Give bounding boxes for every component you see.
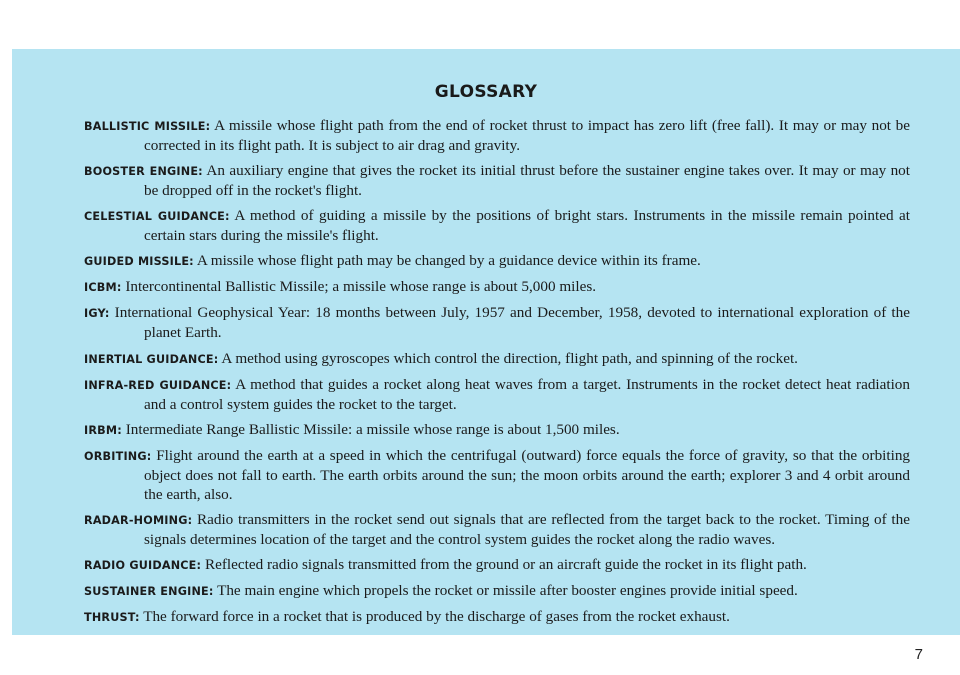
glossary-entry <box>84 116 910 155</box>
glossary-entry <box>84 555 910 575</box>
glossary-definition: A method of guiding a missile by the positions of bright stars. Instruments in the missile remain pointed at certain stars during the missile's flight. <box>144 207 910 245</box>
glossary-definition: Intermediate Range Ballistic Missile: a missile whose range is about 1,500 miles. <box>125 420 620 438</box>
glossary-term: GUIDED MISSILE: <box>84 255 194 269</box>
glossary-definition: International Geophysical Year: 18 months between July, 1957 and December, 1958, devoted to international exploration of the planet Earth. <box>114 304 910 342</box>
glossary-definition: A missile whose flight path may be changed by a guidance device within its frame. <box>196 252 701 270</box>
glossary-entry <box>84 420 910 440</box>
glossary-entry <box>84 375 910 414</box>
glossary-term: SUSTAINER ENGINE: <box>84 585 214 599</box>
glossary-term: IRBM: <box>84 423 122 437</box>
glossary-title: GLOSSARY <box>434 82 538 102</box>
glossary-term: ICBM: <box>84 281 122 295</box>
glossary-entry <box>84 607 910 627</box>
glossary-entry <box>84 251 910 271</box>
glossary-definition: The forward force in a rocket that is produced by the discharge of gases from the rocket exhaust. <box>143 608 730 626</box>
glossary-term: THRUST: <box>84 611 140 625</box>
glossary-entry <box>84 510 910 549</box>
glossary-term: RADAR-HOMING: <box>84 513 193 527</box>
glossary-term: RADIO GUIDANCE: <box>84 559 202 573</box>
glossary-entry <box>84 349 910 369</box>
glossary-term: BOOSTER ENGINE: <box>84 165 203 179</box>
glossary-definition: A missile whose flight path from the end of rocket thrust to impact has zero lift (free fall). It may or may not be corrected in its flight path. It is subject to air drag and gravity. <box>144 117 910 154</box>
glossary-term: ORBITING: <box>84 449 152 463</box>
glossary-definition: Radio transmitters in the rocket send out signals that are reflected from the target back to the rocket. Timing of the signals determines location of the target and the control system guides the rocket along the radio waves. <box>144 510 910 548</box>
glossary-definition: Reflected radio signals transmitted from the ground or an aircraft guide the rocket in its flight path. <box>205 556 807 574</box>
glossary-entry <box>84 303 910 342</box>
glossary-definition: An auxiliary engine that gives the rocket its initial thrust before the sustainer engine takes over. It may or may not be dropped off in the rocket's flight. <box>144 162 910 200</box>
glossary-definition: Intercontinental Ballistic Missile; a missile whose range is about 5,000 miles. <box>125 278 597 296</box>
glossary-term: INFRA-RED GUIDANCE: <box>84 378 232 392</box>
glossary-definition: A method using gyroscopes which control the direction, flight path, and spinning of the rocket. <box>221 349 798 367</box>
glossary-definition: The main engine which propels the rocket or missile after booster engines provide initial speed. <box>217 582 798 600</box>
glossary-entry <box>84 277 910 297</box>
glossary-entry <box>84 161 910 200</box>
glossary-panel <box>12 49 960 635</box>
glossary-entry <box>84 446 910 504</box>
glossary-term: INERTIAL GUIDANCE: <box>84 352 219 366</box>
glossary-entry <box>84 206 910 245</box>
glossary-term: IGY: <box>84 307 110 321</box>
glossary-term: CELESTIAL GUIDANCE: <box>84 210 230 224</box>
glossary-definition: A method that guides a rocket along heat waves from a target. Instruments in the rocket detect heat radiation and a control system guides the rocket to the target. <box>144 375 910 413</box>
glossary-definition: Flight around the earth at a speed in which the centrifugal (outward) force equals the force of gravity, so that the orbiting object does not fall to earth. The earth orbits around the sun; the moon orbits around the earth; explorer 3 and 4 orbit around the earth, also. <box>144 446 911 503</box>
glossary-entries <box>84 116 910 633</box>
glossary-term: BALLISTIC MISSILE: <box>84 120 211 133</box>
page-number: 7 <box>914 646 923 663</box>
glossary-entry <box>84 581 910 601</box>
